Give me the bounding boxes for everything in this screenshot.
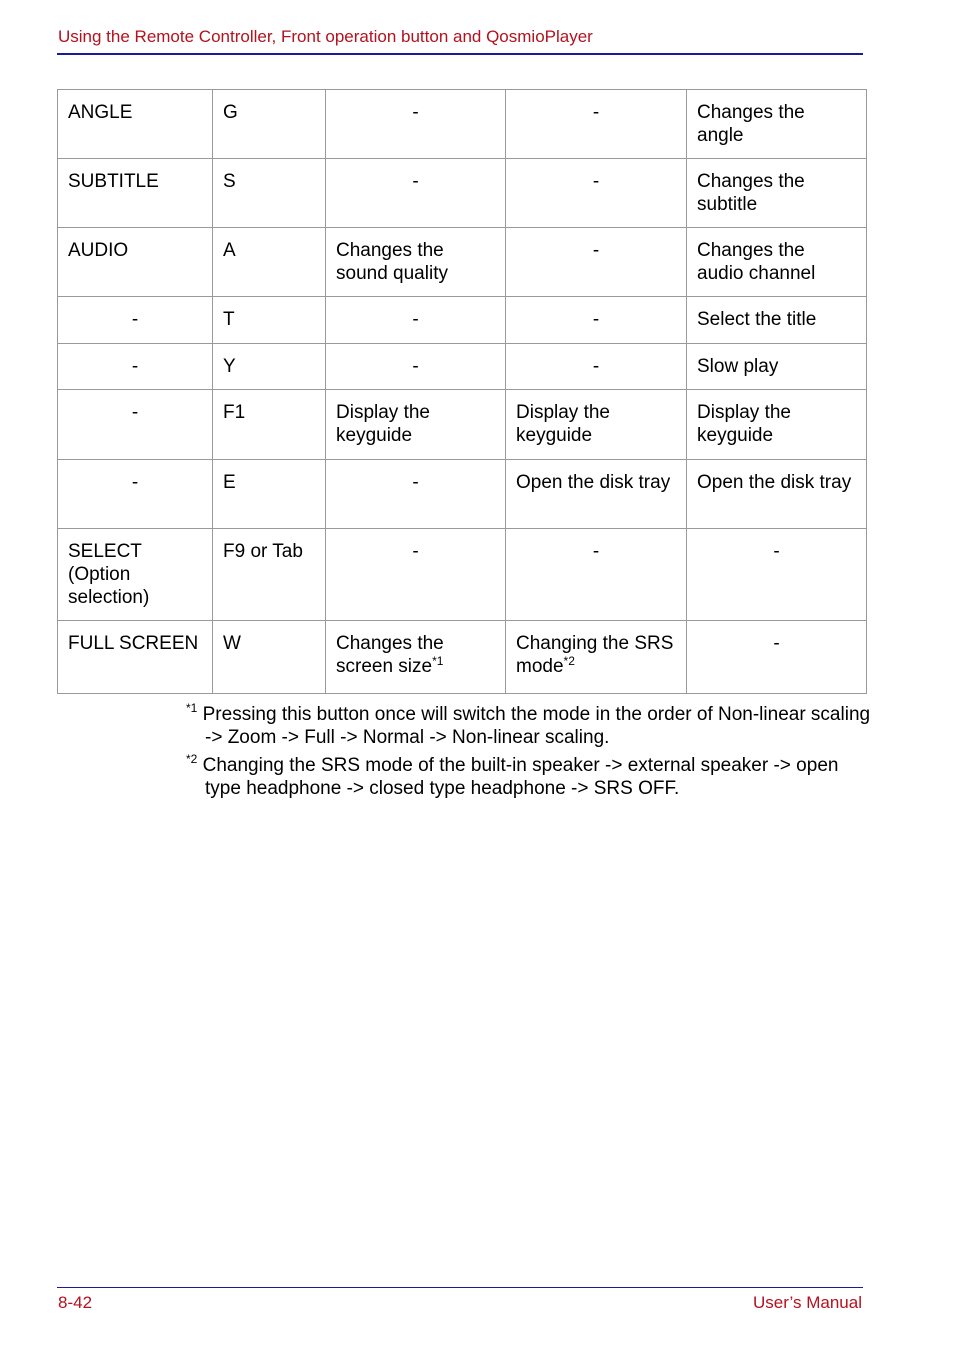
cell-text: Changes the screen size: [336, 633, 444, 677]
table-cell: -: [687, 529, 867, 621]
footnotes: [186, 703, 876, 805]
table-cell: SUBTITLE: [58, 159, 213, 228]
table-cell: ANGLE: [58, 90, 213, 159]
manual-title: User’s Manual: [753, 1293, 862, 1312]
table-cell: Y: [213, 344, 326, 390]
table-cell: AUDIO: [58, 228, 213, 297]
table-cell: -: [58, 344, 213, 390]
table-cell: Slow play: [687, 344, 867, 390]
table-cell: -: [58, 297, 213, 344]
table-cell: -: [58, 460, 213, 529]
table-cell: Open the disk tray: [687, 460, 867, 529]
table-cell: [326, 621, 506, 694]
header-rule: [57, 53, 863, 55]
table-cell: F1: [213, 390, 326, 460]
table-cell: Changes the audio channel: [687, 228, 867, 297]
table-row: [58, 529, 867, 621]
table-cell: -: [506, 159, 687, 228]
table-row: [58, 390, 867, 460]
table-row: [58, 159, 867, 228]
footer-rule: [57, 1287, 863, 1288]
table-row: [58, 228, 867, 297]
table-cell: -: [326, 159, 506, 228]
table-cell: A: [213, 228, 326, 297]
table-row: [58, 344, 867, 390]
table-cell: Changes the sound quality: [326, 228, 506, 297]
table-cell: -: [506, 228, 687, 297]
footnote-text: Pressing this button once will switch the mode in the order of Non-linear scaling -> Zoom -> Full -> Normal -> Non-linear scaling.: [202, 704, 871, 748]
footnote-marker: *2: [186, 752, 198, 766]
running-header: Using the Remote Controller, Front operation button and QosmioPlayer: [58, 27, 593, 46]
table-cell: Open the disk tray: [506, 460, 687, 529]
table-cell: -: [506, 297, 687, 344]
page-number: 8-42: [58, 1293, 93, 1312]
table-cell: -: [687, 621, 867, 694]
footnote-ref: *2: [563, 654, 575, 668]
table-cell: -: [58, 390, 213, 460]
footnote-marker: *1: [186, 701, 198, 715]
table-cell: FULL SCREEN: [58, 621, 213, 694]
table-row: [58, 621, 867, 694]
table-cell: F9 or Tab: [213, 529, 326, 621]
footnote-2: [186, 754, 876, 800]
cell-text: Changing the SRS mode: [516, 633, 674, 677]
key-function-table: [57, 89, 867, 694]
table-cell: T: [213, 297, 326, 344]
table-cell: Display the keyguide: [687, 390, 867, 460]
table-cell: [506, 621, 687, 694]
table-cell: Display the keyguide: [326, 390, 506, 460]
footnote-ref: *1: [432, 654, 444, 668]
table-cell: Changes the angle: [687, 90, 867, 159]
table-cell: Changes the subtitle: [687, 159, 867, 228]
footnote-1: [186, 703, 876, 749]
table-cell: -: [506, 90, 687, 159]
table-cell: -: [506, 529, 687, 621]
table-cell: W: [213, 621, 326, 694]
table-cell: G: [213, 90, 326, 159]
table-cell: SELECT (Option selection): [58, 529, 213, 621]
table-cell: -: [326, 529, 506, 621]
table-cell: -: [326, 297, 506, 344]
table-cell: -: [326, 90, 506, 159]
table-cell: -: [506, 344, 687, 390]
table-cell: Display the keyguide: [506, 390, 687, 460]
table-cell: Select the title: [687, 297, 867, 344]
table-row: [58, 460, 867, 529]
table-cell: E: [213, 460, 326, 529]
table-row: [58, 297, 867, 344]
table-cell: -: [326, 344, 506, 390]
table-cell: -: [326, 460, 506, 529]
table-cell: S: [213, 159, 326, 228]
table-row: [58, 90, 867, 159]
footnote-text: Changing the SRS mode of the built-in speaker -> external speaker -> open type headphone -> closed type headphone -> SRS OFF.: [202, 755, 839, 799]
